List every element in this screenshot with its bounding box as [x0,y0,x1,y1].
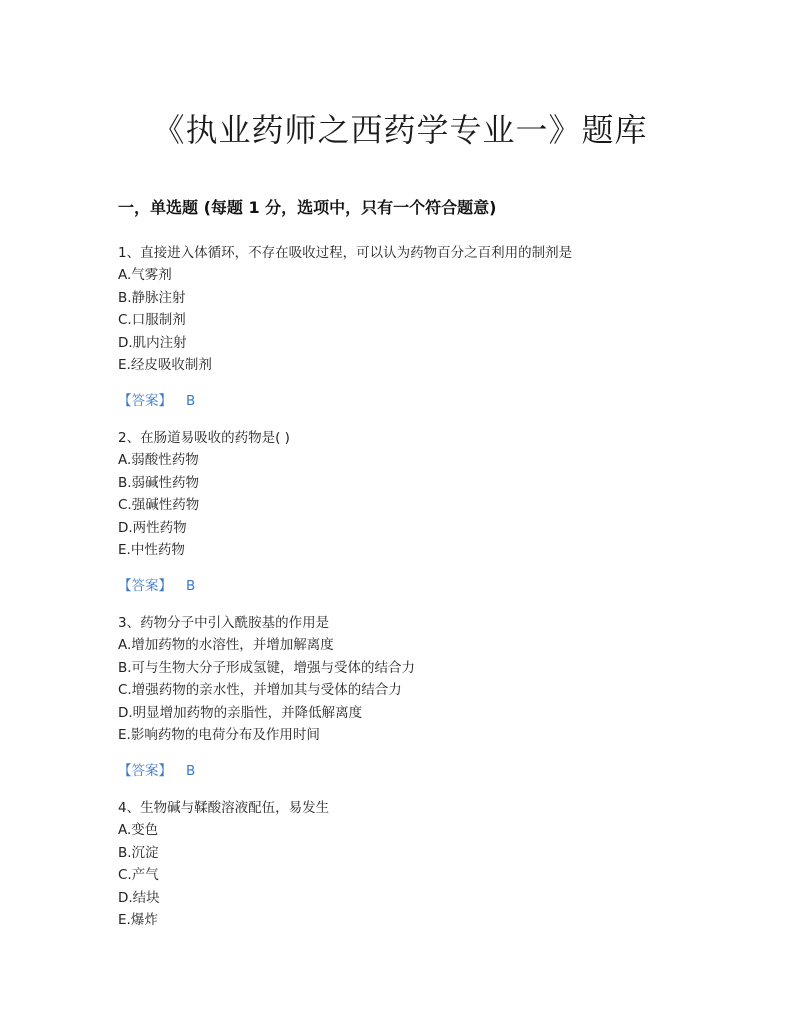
answer-line [118,760,718,782]
option-e: E.中性药物 [118,541,185,558]
answer-tag: 【答案】 [118,763,172,780]
section-title: 一，单选题 (每题 1 分，选项中，只有一个符合题意) [118,198,497,217]
option-d: D.明显增加药物的亲脂性，并降低解离度 [118,704,363,721]
question-stem: 4、生物碱与鞣酸溶液配伍，易发生 [118,800,330,816]
option-e: E.爆炸 [118,911,158,928]
option-a: A.弱酸性药物 [118,452,199,469]
question-stem: 3、药物分子中引入酰胺基的作用是 [118,615,330,631]
answer-value: B [186,763,196,780]
document-title: 《执业药师之西药学专业一》题库 [152,111,648,149]
answer-tag: 【答案】 [118,578,172,595]
answer-value: B [186,578,196,595]
option-c: C.增强药物的亲水性，并增加其与受体的结合力 [118,682,402,699]
question-3 [118,612,718,782]
option-b: B.弱碱性药物 [118,474,200,491]
option-b: B.沉淀 [118,844,159,861]
answer-value: B [186,393,196,410]
answer-line [118,390,718,412]
answer-tag: 【答案】 [118,393,172,410]
question-stem: 2、在肠道易吸收的药物是( ) [118,430,290,446]
option-c: C.产气 [118,867,159,884]
option-d: D.肌内注射 [118,334,187,351]
option-a: A.气雾剂 [118,267,172,284]
question-stem: 1、直接进入体循环，不存在吸收过程，可以认为药物百分之百利用的制剂是 [118,245,573,261]
question-4 [118,797,718,931]
option-b: B.静脉注射 [118,289,186,306]
answer-line [118,575,718,597]
option-d: D.结块 [118,889,160,906]
question-1 [118,242,718,412]
option-e: E.经皮吸收制剂 [118,356,212,373]
option-c: C.口服制剂 [118,312,186,329]
option-d: D.两性药物 [118,519,187,536]
option-e: E.影响药物的电荷分布及作用时间 [118,726,320,743]
option-c: C.强碱性药物 [118,497,200,514]
option-a: A.增加药物的水溶性，并增加解离度 [118,637,334,654]
question-2 [118,427,718,597]
option-a: A.变色 [118,822,159,839]
option-b: B.可与生物大分子形成氢键，增强与受体的结合力 [118,659,416,676]
